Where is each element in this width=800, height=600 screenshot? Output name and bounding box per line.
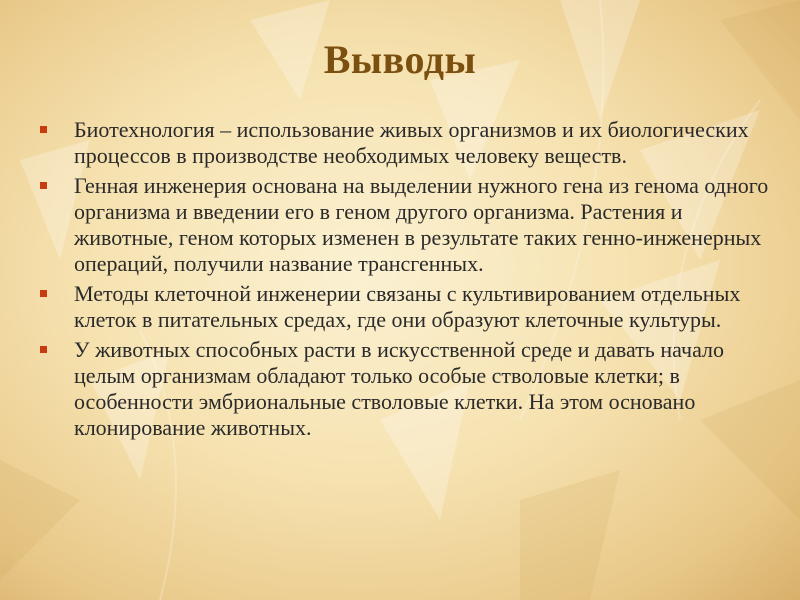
bullet-item <box>40 281 775 333</box>
bullet-square-icon <box>40 126 47 133</box>
bullet-item <box>40 337 775 441</box>
bullet-text: Генная инженерия основана на выделении нужного гена из генома одного организма и введении его в геном другого организма. Растения и животные, геном которых изменен в результате таких генно-инженерных операций, получили название трансгенных. <box>74 173 769 276</box>
bullet-text: У животных способных расти в искусственной среде и давать начало целым организмам обладают только особые стволовые клетки; в особенности эмбриональные стволовые клетки. На этом основано клонирование животных. <box>74 337 724 440</box>
bullet-item <box>40 173 775 277</box>
bullet-text: Биотехнология – использование живых организмов и их биологических процессов в производстве необходимых человеку веществ. <box>74 117 749 168</box>
bullet-square-icon <box>40 290 47 297</box>
bullet-square-icon <box>40 182 47 189</box>
bullet-text: Методы клеточной инженерии связаны с культивированием отдельных клеток в питательных средах, где они образуют клеточные культуры. <box>74 281 741 332</box>
bullet-item <box>40 117 775 169</box>
bullet-square-icon <box>40 346 47 353</box>
slide-title: Выводы <box>323 37 477 82</box>
bullet-list <box>40 117 775 445</box>
